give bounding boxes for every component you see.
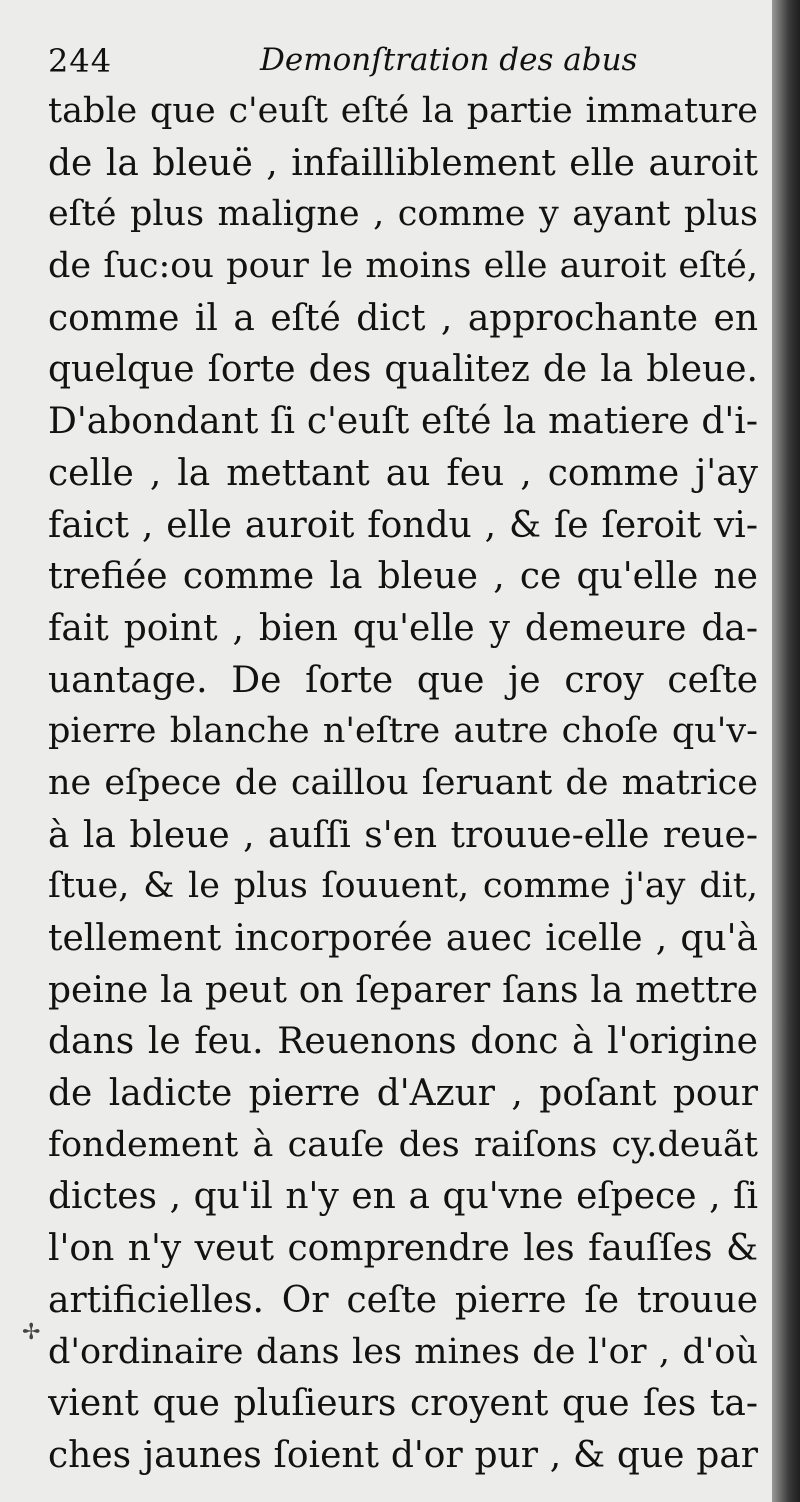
running-title: Demonſtration des abus xyxy=(260,42,638,78)
text-line: peine la peut on ſeparer ſans la mettre xyxy=(48,969,758,1011)
body-text xyxy=(48,86,758,1482)
text-line: ches jaunes ſoient d'or pur , & que par xyxy=(48,1434,758,1476)
text-line: celle , la mettant au feu , comme j'ay xyxy=(48,452,758,494)
text-line: dictes , qu'il n'y en a qu'vne eſpece , ſi xyxy=(48,1176,758,1218)
text-line: de ſuc:ou pour le moins elle auroit eſté, xyxy=(48,246,758,287)
page-header xyxy=(48,38,748,88)
text-line: quelque ſorte des qualitez de la bleue. xyxy=(48,349,758,391)
text-line: table que c'euſt eſté la partie immature xyxy=(48,91,758,131)
text-line: artificielles. Or ceſte pierre ſe trouue xyxy=(48,1279,758,1321)
text-line: fait point , bien qu'elle y demeure da- xyxy=(48,607,758,649)
text-line: pierre blanche n'eſtre autre choſe qu'v- xyxy=(48,711,758,752)
text-line: fondement à cauſe des raiſons cy.deuãt xyxy=(48,1124,758,1165)
text-line: ſtue, & le plus ſouuent, comme j'ay dit, xyxy=(48,866,758,907)
text-line: vient que pluſieurs croyent que ſes ta- xyxy=(48,1383,758,1425)
text-line: tellement incorporée auec icelle , qu'à xyxy=(48,918,758,959)
margin-mark-icon: ✢ xyxy=(22,1320,41,1345)
text-line: de la bleuë , infailliblement elle auroit xyxy=(48,142,758,184)
text-line: l'on n'y veut comprendre les fauſſes & xyxy=(48,1228,758,1270)
page-number: 244 xyxy=(48,42,113,80)
text-line: eſté plus maligne , comme y ayant plus xyxy=(48,194,758,235)
text-line: de ladicte pierre d'Azur , poſant pour xyxy=(48,1073,758,1115)
text-line: dans le feu. Reuenons donc à l'origine xyxy=(48,1021,758,1063)
text-line: uantage. De ſorte que je croy ceſte xyxy=(48,659,758,701)
text-line: ne eſpece de caillou ſeruant de matrice xyxy=(48,762,758,803)
text-line: faict , elle auroit fondu , & ſe ſeroit vi- xyxy=(48,504,758,546)
text-line: d'ordinaire dans les mines de l'or , d'où xyxy=(48,1331,758,1372)
text-line: trefiée comme la bleue , ce qu'elle ne xyxy=(48,556,758,598)
text-line: D'abondant ſi c'euſt eſté la matiere d'i- xyxy=(48,401,758,443)
text-line: comme il a eſté dict , approchante en xyxy=(48,297,758,339)
book-gutter xyxy=(772,0,800,1502)
text-line: à la bleue , auſſi s'en trouue-elle reue- xyxy=(48,814,758,856)
